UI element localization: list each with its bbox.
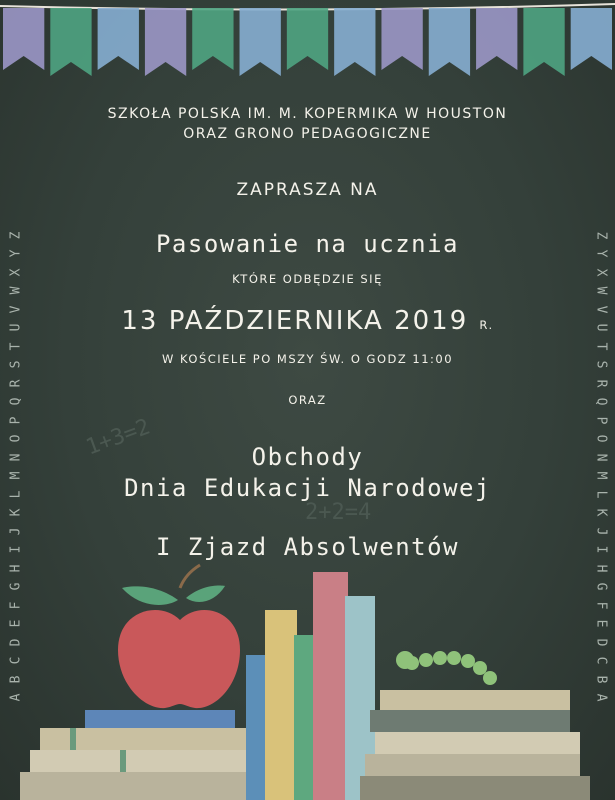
alphabet-letter: B <box>593 675 609 683</box>
alphabet-letter: A <box>8 693 24 702</box>
pennant-flag <box>145 8 186 76</box>
event-subtitle: KTÓRE ODBĘDZIE SIĘ <box>232 272 383 286</box>
alphabet-letter: G <box>593 582 609 591</box>
alphabet-letter: L <box>593 490 609 498</box>
invite-text: ZAPRASZA NA <box>236 180 379 200</box>
event-date <box>0 306 615 336</box>
event-date-suffix: R. <box>479 318 494 332</box>
alphabet-letter: P <box>593 416 609 424</box>
alphabet-letter: Z <box>593 231 609 239</box>
alphabet-letter: O <box>8 434 24 443</box>
chalk-doodle: 2+2=4 <box>305 500 372 525</box>
alphabet-letter: N <box>593 453 609 461</box>
pennant-flag <box>3 8 44 70</box>
alphabet-letter: G <box>8 582 24 591</box>
pennant-flag <box>571 8 612 70</box>
alphabet-letter: I <box>593 545 609 554</box>
alphabet-letter: V <box>8 305 24 313</box>
alphabet-letter: L <box>8 490 24 498</box>
alphabet-letter: V <box>593 305 609 313</box>
alphabet-letter: D <box>593 638 609 646</box>
alphabet-letter: A <box>593 693 609 702</box>
pennant-flag <box>192 8 233 70</box>
alphabet-letter: K <box>593 508 609 517</box>
alphabet-letter: T <box>8 342 24 350</box>
pennant-flag <box>334 8 375 76</box>
alphabet-letter: C <box>8 656 24 665</box>
alphabet-letter: E <box>8 619 24 628</box>
alphabet-letter: R <box>593 379 609 387</box>
alphabet-letter: B <box>8 675 24 683</box>
event-title-pasowanie: Pasowanie na ucznia <box>155 230 460 258</box>
alphabet-letter: W <box>8 286 24 295</box>
pennant-flag <box>287 8 328 70</box>
pennant-flag <box>240 8 281 76</box>
alphabet-letter: W <box>593 286 609 295</box>
alphabet-letter: Y <box>8 249 24 258</box>
event-date-main: 13 PAŹDZIERNIKA 2019 <box>121 306 469 336</box>
alphabet-letter: K <box>8 508 24 517</box>
alphabet-letter: M <box>593 471 609 480</box>
alphabet-letter: H <box>593 564 609 572</box>
alphabet-letter: R <box>8 379 24 387</box>
alphabet-letter: Y <box>593 249 609 258</box>
alphabet-letter: J <box>8 527 24 535</box>
chalk-doodle: 1+3=2 <box>82 414 154 461</box>
alphabet-letter: O <box>593 434 609 443</box>
bunting-garland <box>0 0 615 95</box>
alphabet-letter: C <box>593 656 609 665</box>
pennant-flag <box>381 8 422 70</box>
connector-oraz: ORAZ <box>288 393 327 407</box>
alphabet-letter: F <box>593 601 609 609</box>
books-and-apple-illustration <box>0 560 615 800</box>
alphabet-letter: S <box>593 360 609 369</box>
alphabet-letter: X <box>8 268 24 276</box>
alphabet-letter: Z <box>8 231 24 239</box>
alphabet-letter: E <box>593 619 609 628</box>
alphabet-letter: S <box>8 360 24 369</box>
pennant-flag <box>50 8 91 76</box>
alphabet-letter: H <box>8 564 24 572</box>
alphabet-letter: Q <box>8 397 24 406</box>
alphabet-letter: J <box>593 527 609 535</box>
alphabet-letter: F <box>8 601 24 609</box>
event2-line2: Dnia Edukacji Narodowej <box>124 474 491 502</box>
pennant-flag <box>429 8 470 76</box>
alphabet-letter: I <box>8 545 24 554</box>
event-place: W KOŚCIELE PO MSZY ŚW. O GODZ 11:00 <box>161 352 454 366</box>
pennant-flag <box>523 8 564 76</box>
pennant-flag <box>98 8 139 70</box>
alphabet-letter: M <box>8 471 24 480</box>
alphabet-letter: U <box>8 323 24 332</box>
school-subtitle: ORAZ GRONO PEDAGOGICZNE <box>183 126 432 142</box>
caterpillar-icon <box>396 651 497 685</box>
pennant-flag <box>476 8 517 70</box>
alphabet-letter: U <box>593 323 609 332</box>
apple-icon <box>118 565 240 708</box>
alphabet-letter: P <box>8 416 24 424</box>
school-name: SZKOŁA POLSKA IM. M. KOPERMIKA W HOUSTON <box>107 106 508 122</box>
event2-line1: Obchody <box>251 443 364 471</box>
alphabet-letter: Q <box>593 397 609 406</box>
alphabet-letter: X <box>593 268 609 276</box>
alphabet-letter: T <box>593 342 609 350</box>
alphabet-letter: N <box>8 453 24 461</box>
alphabet-letter: D <box>8 638 24 646</box>
event3-title: I Zjazd Absolwentów <box>155 533 460 561</box>
